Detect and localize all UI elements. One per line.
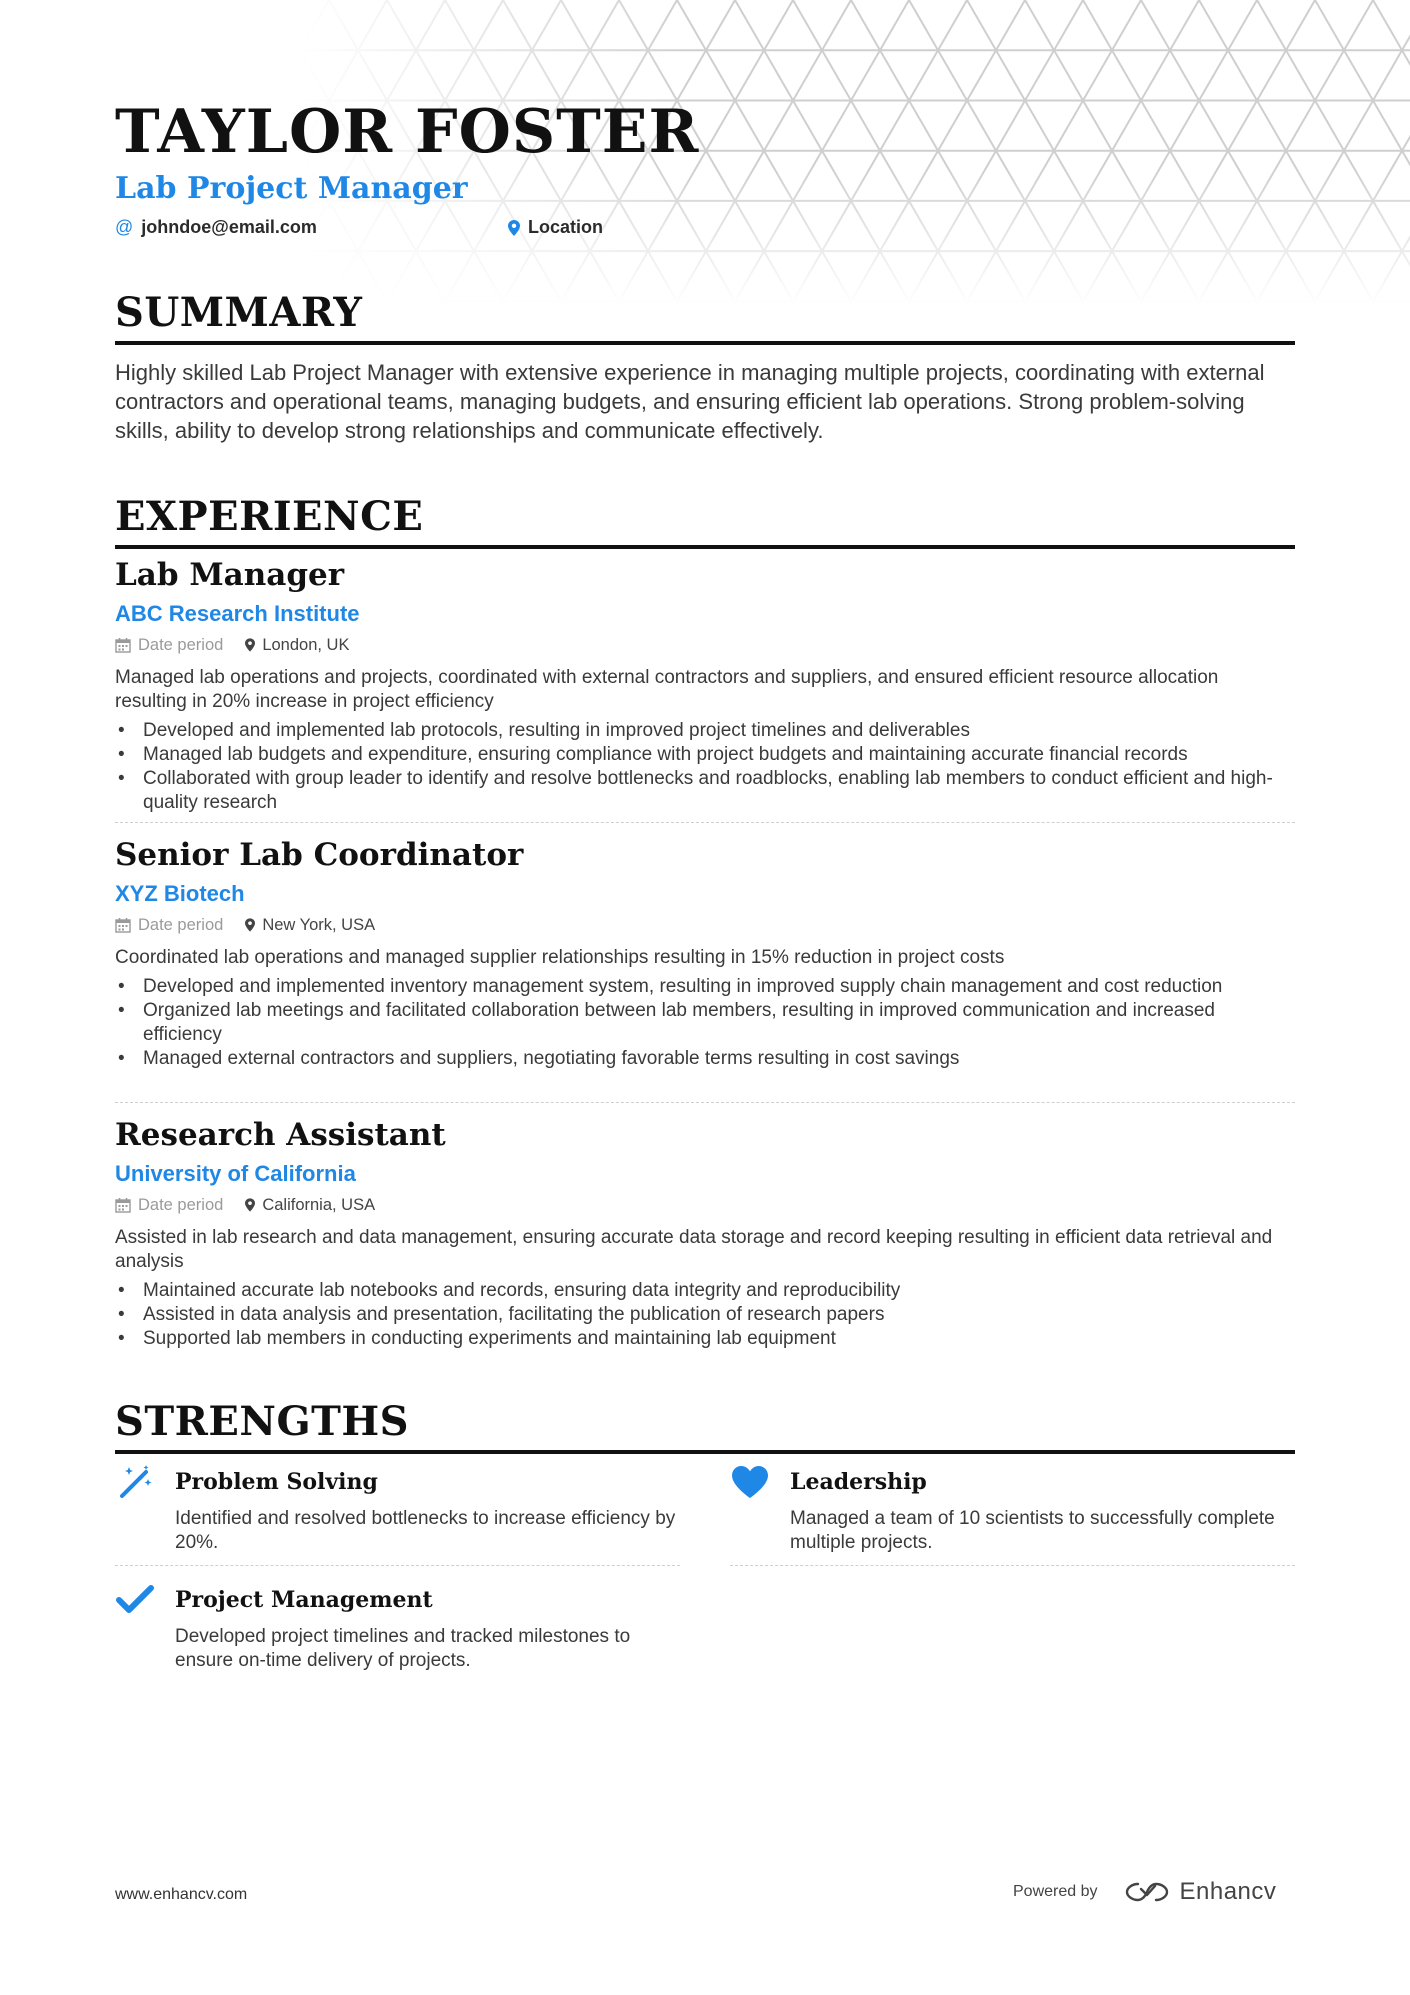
strength-description: Managed a team of 10 scientists to successfully complete multiple projects. bbox=[790, 1508, 1275, 1553]
location-item bbox=[508, 217, 603, 238]
at-icon: @ bbox=[115, 217, 134, 237]
map-pin-icon bbox=[508, 220, 520, 236]
footer-branding bbox=[1013, 1878, 1276, 1906]
job-title: Lab Manager bbox=[115, 557, 345, 593]
strengths-title: STRENGTHS bbox=[115, 1398, 410, 1445]
job-bullet: • Supported lab members in conducting experiments and maintaining lab equipment bbox=[115, 1327, 1295, 1351]
job-meta bbox=[115, 917, 1295, 934]
job-bullet: • Maintained accurate lab notebooks and records, ensuring data integrity and reproducibility bbox=[115, 1279, 1295, 1303]
job-title: Senior Lab Coordinator bbox=[115, 837, 524, 873]
job-bullet: • Developed and implemented inventory management system, resulting in improved supply chain management and cost reduction bbox=[115, 975, 1295, 999]
job-location bbox=[245, 637, 349, 654]
company-name[interactable]: XYZ Biotech bbox=[115, 881, 245, 906]
job-bullet: • Developed and implemented lab protocols, resulting in improved project timelines and deliverables bbox=[115, 719, 1295, 743]
summary-title: SUMMARY bbox=[115, 289, 363, 336]
calendar-icon bbox=[115, 637, 131, 653]
experience-item bbox=[115, 557, 1295, 815]
strength-title: Project Management bbox=[175, 1587, 433, 1613]
job-date-text: Date period bbox=[138, 916, 224, 934]
job-date bbox=[115, 917, 223, 934]
map-pin-icon bbox=[245, 638, 255, 652]
section-divider bbox=[115, 1450, 1295, 1454]
job-location-text: New York, USA bbox=[262, 916, 376, 934]
calendar-icon bbox=[115, 1197, 131, 1213]
map-pin-icon bbox=[245, 918, 255, 932]
section-divider bbox=[115, 341, 1295, 345]
job-description: Coordinated lab operations and managed supplier relationships resulting in 15% reduction in project costs bbox=[115, 946, 1005, 968]
job-bullets bbox=[115, 975, 1295, 1071]
map-pin-icon bbox=[245, 1198, 255, 1212]
job-date-text: Date period bbox=[138, 636, 224, 654]
strength-description: Developed project timelines and tracked milestones to ensure on-time delivery of projects. bbox=[175, 1626, 631, 1671]
experience-item bbox=[115, 1117, 1295, 1351]
brand-name: Enhancv bbox=[1179, 1878, 1277, 1905]
job-bullet: • Managed external contractors and suppliers, negotiating favorable terms resulting in cost savings bbox=[115, 1047, 1295, 1071]
job-bullet: • Organized lab meetings and facilitated collaboration between lab members, resulting in improved communication and increased efficiency bbox=[115, 999, 1295, 1047]
footer-website[interactable]: www.enhancv.com bbox=[115, 1886, 248, 1903]
job-meta bbox=[115, 637, 1295, 654]
powered-by-text: Powered by bbox=[1013, 1883, 1098, 1900]
job-location bbox=[245, 1197, 375, 1214]
strength-description: Identified and resolved bottlenecks to increase efficiency by 20%. bbox=[175, 1508, 676, 1553]
job-date-text: Date period bbox=[138, 1196, 224, 1214]
job-location-text: London, UK bbox=[262, 636, 350, 654]
calendar-icon bbox=[115, 917, 131, 933]
job-bullets bbox=[115, 719, 1295, 815]
item-divider bbox=[730, 1565, 1295, 1566]
item-divider bbox=[115, 822, 1295, 823]
candidate-name: TAYLOR FOSTER bbox=[115, 97, 700, 167]
job-bullet: • Managed lab budgets and expenditure, ensuring compliance with project budgets and maintaining accurate financial records bbox=[115, 743, 1295, 767]
item-divider bbox=[115, 1565, 680, 1566]
email-item[interactable] bbox=[115, 217, 317, 238]
strength-title: Problem Solving bbox=[175, 1469, 378, 1495]
candidate-role: Lab Project Manager bbox=[115, 171, 468, 206]
job-bullet: • Collaborated with group leader to identify and resolve bottlenecks and roadblocks, enabling lab members to conduct efficient and high-quality research bbox=[115, 767, 1295, 815]
experience-section bbox=[115, 493, 1295, 549]
experience-item bbox=[115, 837, 1295, 1071]
email-text: johndoe@email.com bbox=[141, 217, 317, 237]
location-text: Location bbox=[528, 217, 603, 237]
magic-wand-icon bbox=[115, 1465, 155, 1501]
section-divider bbox=[115, 545, 1295, 549]
checkmark-icon bbox=[115, 1583, 155, 1619]
job-location bbox=[245, 917, 375, 934]
enhancv-logo-icon bbox=[1124, 1880, 1170, 1904]
job-description: Assisted in lab research and data management, ensuring accurate data storage and record keeping resulting in efficient data retrieval and analysis bbox=[115, 1226, 1273, 1272]
experience-title: EXPERIENCE bbox=[115, 493, 424, 540]
job-meta bbox=[115, 1197, 1295, 1214]
company-name[interactable]: ABC Research Institute bbox=[115, 601, 360, 626]
job-bullet: • Assisted in data analysis and presentation, facilitating the publication of research papers bbox=[115, 1303, 1295, 1327]
job-date bbox=[115, 637, 223, 654]
job-location-text: California, USA bbox=[262, 1196, 376, 1214]
summary-section bbox=[115, 289, 1295, 445]
job-bullets bbox=[115, 1279, 1295, 1351]
strength-title: Leadership bbox=[790, 1469, 927, 1495]
summary-text: Highly skilled Lab Project Manager with extensive experience in managing multiple projects, coordinating with external contractors and operational teams, managing budgets, and ensuring efficient lab operations. Strong problem-solving skills, ability to develop strong relationships and communicate effectively. bbox=[115, 360, 1265, 443]
heart-icon bbox=[730, 1465, 770, 1501]
strengths-section bbox=[115, 1398, 1295, 1454]
job-description: Managed lab operations and projects, coordinated with external contractors and suppliers, and ensured efficient resource allocation resulting in 20% increase in project efficiency bbox=[115, 666, 1219, 712]
job-date bbox=[115, 1197, 223, 1214]
item-divider bbox=[115, 1102, 1295, 1103]
job-title: Research Assistant bbox=[115, 1117, 446, 1153]
company-name[interactable]: University of California bbox=[115, 1161, 356, 1186]
